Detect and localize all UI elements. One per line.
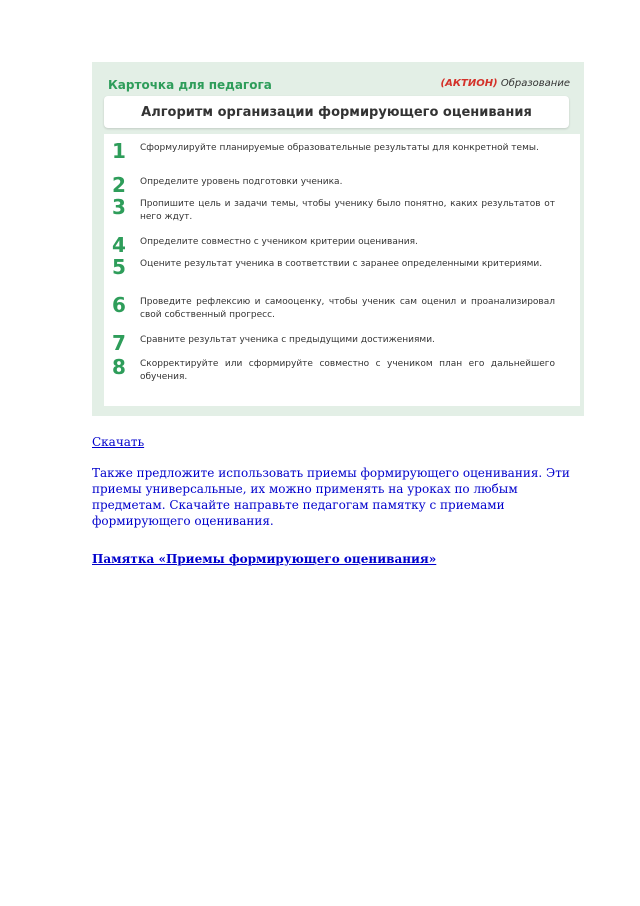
memo-download-link[interactable]: Памятка «Приемы формирующего оценивания» [92, 552, 437, 566]
step-number: 8 [112, 355, 126, 379]
step-text: Скорректируйте или сформируйте совместно с учеником план его дальнейшего обучения. [140, 359, 555, 382]
step-number: 6 [112, 293, 126, 317]
steps-list [104, 134, 580, 406]
step-text: Проведите рефлексию и самооценку, чтобы ученик сам оценил и проанализировал свой собственный прогресс. [140, 297, 555, 320]
step-number: 4 [112, 233, 126, 257]
body-paragraph: Также предложите использовать приемы формирующего оценивания. Эти приемы универсальные, их можно применять на уроках по любым предметам. Скачайте направьте педагогам памятку с приемами формирующего оценивания. [92, 466, 570, 528]
step-number: 1 [112, 139, 126, 163]
card-title: Карточка для педагога [108, 78, 272, 92]
brand-logo-part1: (АКТИОН) [440, 78, 498, 89]
step-text: Оцените результат ученика в соответствии с заранее определенными критериями. [140, 259, 543, 269]
brand-logo-part2: Образование [500, 78, 570, 89]
step-text: Пропишите цель и задачи темы, чтобы ученику было понятно, каких результатов от него ждут. [140, 199, 555, 222]
download-link[interactable]: Скачать [92, 435, 145, 449]
step-number: 2 [112, 173, 126, 197]
step-text: Сформулируйте планируемые образовательные результаты для конкретной темы. [140, 143, 539, 153]
step-number: 3 [112, 195, 126, 219]
step-number: 5 [112, 255, 126, 279]
teacher-card-image [92, 62, 584, 416]
step-text: Определите уровень подготовки ученика. [140, 177, 343, 187]
step-text: Определите совместно с учеником критерии оценивания. [140, 237, 418, 247]
step-number: 7 [112, 331, 126, 355]
card-headline: Алгоритм организации формирующего оценивания [104, 96, 569, 128]
brand-logo [441, 78, 570, 89]
step-text: Сравните результат ученика с предыдущими достижениями. [140, 335, 435, 345]
